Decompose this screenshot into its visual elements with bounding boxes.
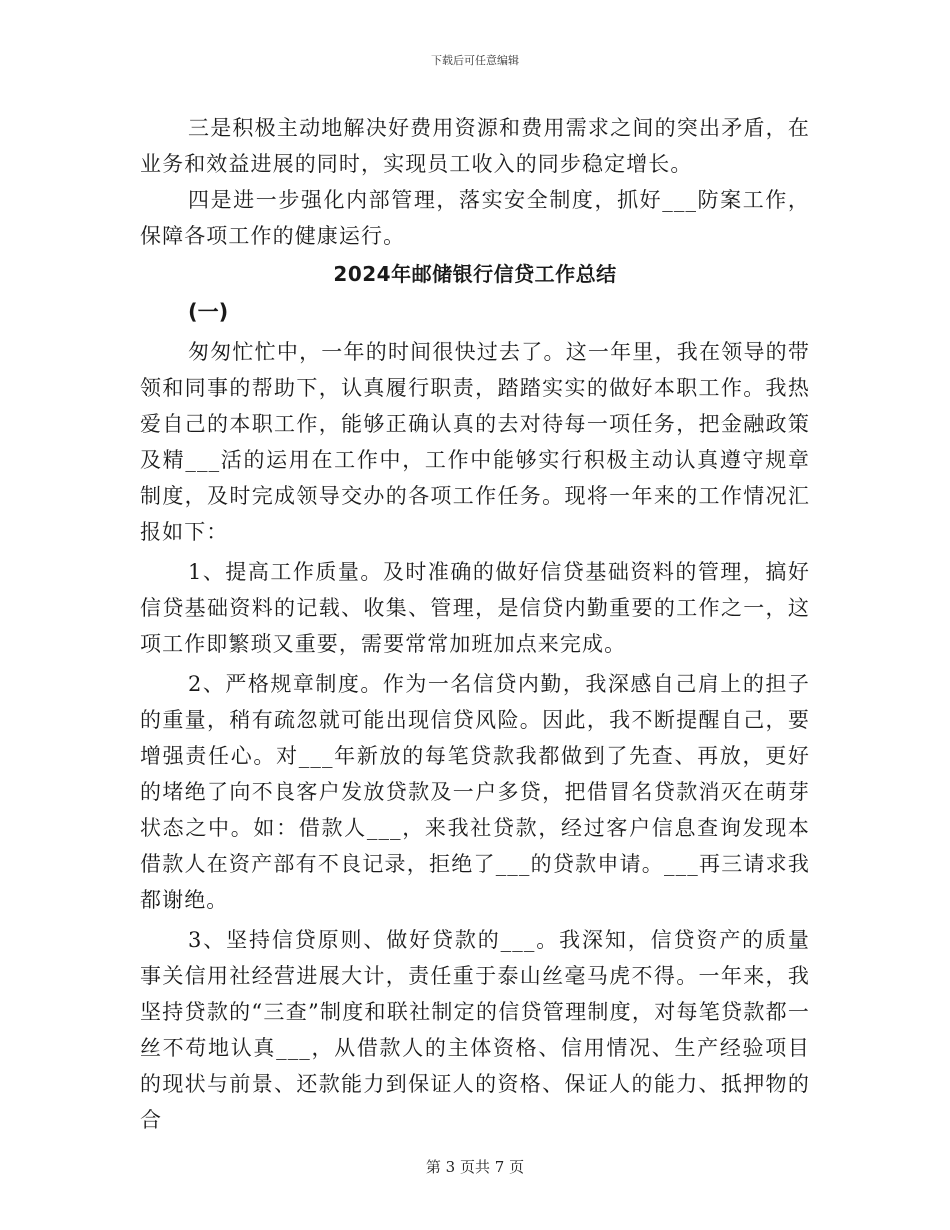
page-header: 下载后可任意编辑 xyxy=(431,54,519,67)
section-subheading: (一) xyxy=(188,300,229,324)
paragraph: 匆匆忙忙中，一年的时间很快过去了。这一年里，我在领导的带领和同事的帮助下，认真履行职责，踏踏实实的做好本职工作。我热爱自己的本职工作，能够正确认真的去对待每一项任务，把金融政策及精___活的运用在工作中，工作中能够实行积极主动认真遵守规章制度，及时完成领导交办的各项工作任务。现将一年来的工作情况汇报如下： xyxy=(140,340,810,544)
paragraph: 3、坚持信贷原则、做好贷款的___。我深知，信贷资产的质量事关信用社经营进展大计，责任重于泰山丝毫马虎不得。一年来，我坚持贷款的“三查”制度和联社制定的信贷管理制度，对每笔贷款都一丝不苟地认真___，从借款人的主体资格、信用情况、生产经验项目的现状与前景、还款能力到保证人的资格、保证人的能力、抵押物的合 xyxy=(140,928,810,1132)
document-body xyxy=(140,110,810,1138)
page-number: 第 3 页共 7 页 xyxy=(425,1158,525,1176)
paragraph: 2、严格规章制度。作为一名信贷内勤，我深感自己肩上的担子的重量，稍有疏忽就可能出现信贷风险。因此，我不断提醒自己，要增强责任心。对___年新放的每笔贷款我都做到了先查、再放，更好的堵绝了向不良客户发放贷款及一户多贷，把借冒名贷款消灭在萌芽状态之中。如：借款人___，来我社贷款，经过客户信息查询发现本借款人在资产部有不良记录，拒绝了___的贷款申请。___再三请求我都谢绝。 xyxy=(140,672,810,912)
paragraph: 三是积极主动地解决好费用资源和费用需求之间的突出矛盾，在业务和效益进展的同时，实现员工收入的同步稳定增长。 xyxy=(140,116,810,176)
paragraph: 1、提高工作质量。及时准确的做好信贷基础资料的管理，搞好信贷基础资料的记载、收集、管理，是信贷内勤重要的工作之一，这项工作即繁琐又重要，需要常常加班加点来完成。 xyxy=(140,560,810,656)
section-title: 2024年邮储银行信贷工作总结 xyxy=(333,262,617,286)
paragraph: 四是进一步强化内部管理，落实安全制度，抓好___防案工作，保障各项工作的健康运行。 xyxy=(140,188,810,248)
